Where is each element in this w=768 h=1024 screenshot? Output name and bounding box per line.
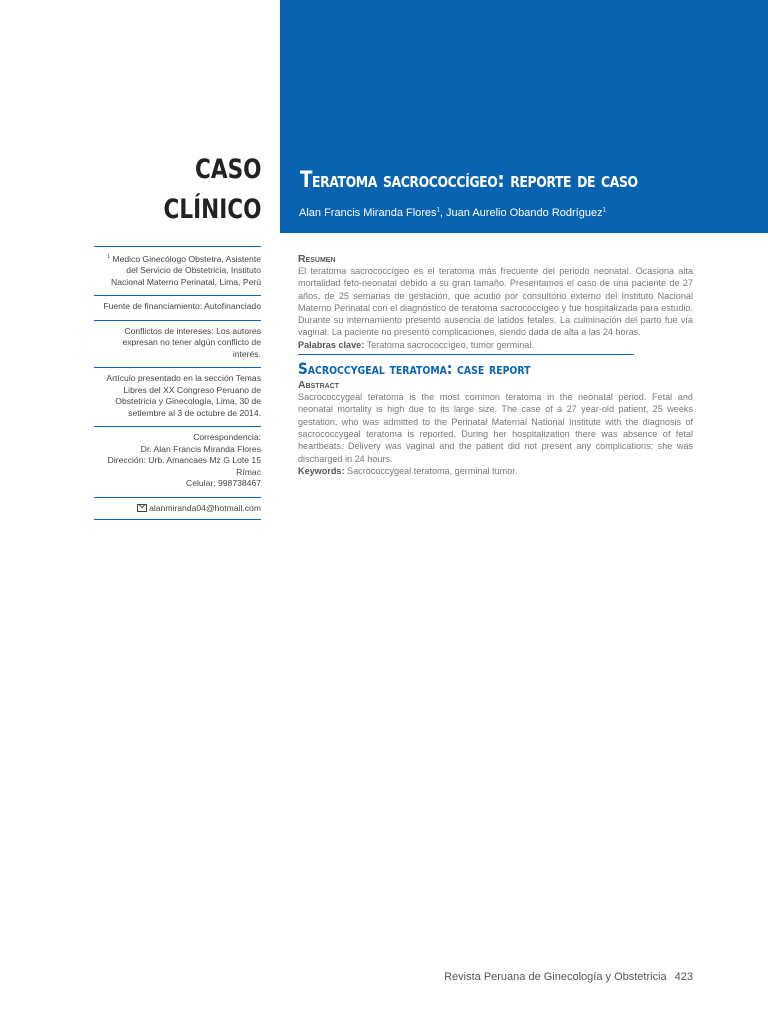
correspondence-phone: Celular: 998738467 xyxy=(185,478,261,489)
author-affiliation-mark: 1 xyxy=(602,207,606,214)
author-affiliation-mark: 1 xyxy=(436,207,440,214)
section-label-line: CLÍNICO xyxy=(163,194,261,225)
email-block xyxy=(94,497,261,521)
sidebar xyxy=(94,246,261,520)
abstract-en-heading: Abstract xyxy=(298,379,340,392)
keywords-es-text: Teratoma sacrococcígeo, tumor germinal. xyxy=(364,339,534,350)
author-list xyxy=(299,207,606,219)
article-title: Teratoma sacrococcígeo: reporte de caso xyxy=(300,168,638,193)
keywords-en-text: Sacrococcygeal teratoma, germinal tumor. xyxy=(344,465,518,476)
presentation-note: Artículo presentado en la sección Temas Libres del XX Congreso Peruano de Obstetricia y Ginecología, Lima, 30 de setiembre al 3 de octubre de 2014. xyxy=(94,367,261,426)
correspondence-label: Correspondencia: xyxy=(193,432,261,443)
author-name: Alan Francis Miranda Flores xyxy=(299,207,437,219)
author-separator: , xyxy=(439,207,447,219)
abstract-es-heading: Resumen xyxy=(298,253,336,265)
journal-name: Revista Peruana de Ginecología y Obstetricia xyxy=(444,971,667,983)
funding-note: Fuente de financiamiento: Autofinanciado xyxy=(94,295,261,320)
correspondence-name: Dr. Alan Francis Miranda Flores xyxy=(140,443,261,454)
affiliation-mark: 1 xyxy=(107,254,111,260)
keywords-es-label: Palabras clave: xyxy=(298,339,365,350)
correspondence-address: Dirección: Urb. Amancaes Mz G Lote 15 Rímac xyxy=(107,455,261,477)
keywords-es xyxy=(298,339,693,351)
abstract-en-text: Sacrococcygeal teratoma is the most common teratoma in the neonatal period. Fetal and neonatal mortality is high due to its large size. The case of a 27 year-old patient, 25 weeks gestation, who was admitted to the Perinatal Maternal National Institute with the diagnosis of sacrococcygeal teratoma is reported. During her hospitalization there was absence of fetal heartbeats. Delivery was vaginal and the patient did not present any complications; she was discharged in 24 hours. xyxy=(298,392,693,464)
affiliation-text: Medico Ginecólogo Obstetra, Asistente del Servicio de Obstetricia, Instituto Nacional Materno Perinatal, Lima, Perú xyxy=(110,253,261,287)
header-banner xyxy=(280,0,768,233)
keywords-en-label: Keywords: xyxy=(298,465,345,476)
section-label xyxy=(163,150,261,230)
email-link[interactable]: alanmiranda04@hotmail.com xyxy=(149,502,261,513)
envelope-icon xyxy=(137,504,147,512)
page-footer xyxy=(444,971,693,983)
affiliation-note xyxy=(94,246,261,295)
english-title: Sacroccygeal teratoma: case report xyxy=(298,354,634,379)
correspondence-block xyxy=(94,426,261,497)
conflicts-note: Conflictos de intereses: Los autores expresan no tener algún conflicto de interés. xyxy=(94,320,261,368)
keywords-en xyxy=(298,465,693,477)
main-content xyxy=(298,253,693,477)
abstract-es-text: El teratoma sacrococcígeo es el teratoma más frecuente del periodo neonatal. Ocasiona alta mortalidad feto-neonatal debido a su gran tamaño. Presentamos el caso de una paciente de 27 años, de 25 semanas de gestación, que acudió por consultorio externo del Instituto Nacional Materno Perinatal con el diagnóstico de teratoma sacrococcígeo y fue hospitalizada para estudio. Durante su internamiento presentó ausencia de latidos fetales. La culminación del parto fue vía vaginal. La paciente no presentó complicaciones, siendo dada de alta a las 24 horas. xyxy=(298,266,693,338)
section-label-line: CASO xyxy=(194,154,261,185)
page-number: 423 xyxy=(674,971,693,983)
author-name: Juan Aurelio Obando Rodríguez xyxy=(446,207,603,219)
